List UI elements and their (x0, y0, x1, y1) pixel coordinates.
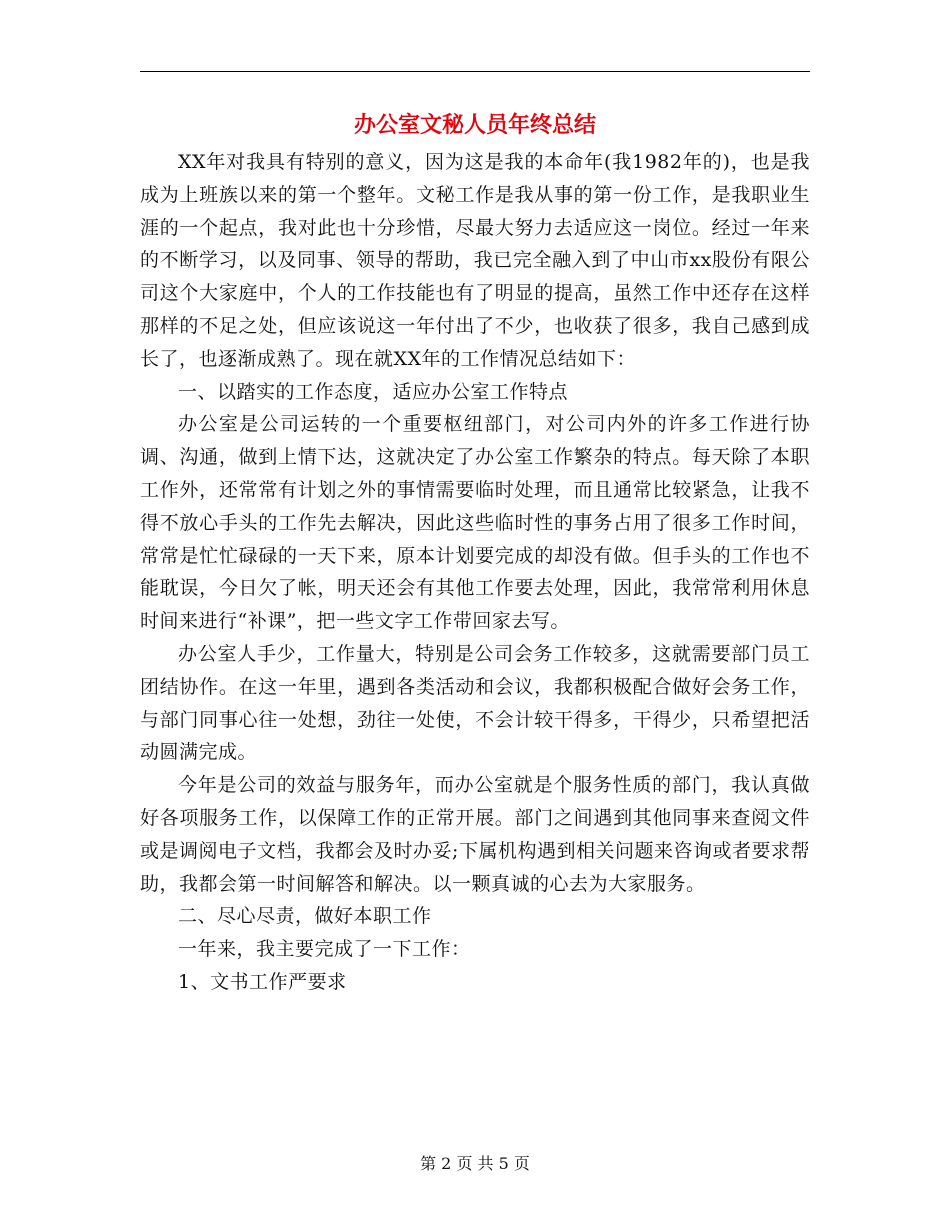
paragraph-work-list-intro: 一年来，我主要完成了一下工作： (178, 938, 471, 961)
paragraph-teamwork: 办公室人手少，工作量大，特别是公司会务工作较多，这就需要部门员工团结协作。在这一年里，遇到各类活动和会议，我都积极配合做好会务工作，与部门同事心往一处想，劲往一处使，不会计较干得多，干得少，只希望把活动圆满完成。 (140, 642, 810, 764)
page-number-label: 第 2 页 共 5 页 (420, 1154, 530, 1173)
section-heading-1: 一、以踏实的工作态度，适应办公室工作特点 (178, 380, 569, 403)
document-title: 办公室文秘人员年终总结 (353, 113, 596, 138)
paragraph-office-role: 办公室是公司运转的一个重要枢纽部门，对公司内外的许多工作进行协调、沟通，做到上情下达，这就决定了办公室工作繁杂的特点。每天除了本职工作外，还常常有计划之外的事情需要临时处理，而且通常比较紧急，让我不得不放心手头的工作先去解决，因此这些临时性的事务占用了很多工作时间，常常是忙忙碌碌的一天下来，原本计划要完成的却没有做。但手头的工作也不能耽误，今日欠了帐，明天还会有其他工作要去处理，因此，我常常利用休息时间来进行“补课”，把一些文字工作带回家去写。 (140, 413, 810, 633)
header-rule (140, 71, 810, 72)
document-body (140, 146, 810, 999)
subheading-1: 1、文书工作严要求 (178, 970, 347, 993)
paragraph-service: 今年是公司的效益与服务年，而办公室就是个服务性质的部门，我认真做好各项服务工作，以保障工作的正常开展。部门之间遇到其他同事来查阅文件或是调阅电子文档，我都会及时办妥;下属机构遇到相关问题来咨询或者要求帮助，我都会第一时间解答和解决。以一颗真诚的心去为大家服务。 (140, 774, 810, 895)
section-heading-2: 二、尽心尽责，做好本职工作 (178, 905, 432, 928)
page-footer (0, 1152, 950, 1176)
paragraph-intro: XX年对我具有特别的意义，因为这是我的本命年(我1982年的)，也是我成为上班族以来的第一个整年。文秘工作是我从事的第一份工作，是我职业生涯的一个起点，我对此也十分珍惜，尽最大努力去适应这一岗位。经过一年来的不断学习，以及同事、领导的帮助，我已完全融入到了中山市xx股份有限公司这个大家庭中，个人的工作技能也有了明显的提高，虽然工作中还存在这样那样的不足之处，但应该说这一年付出了不少，也收获了很多，我自己感到成长了，也逐渐成熟了。现在就XX年的工作情况总结如下： (140, 151, 810, 370)
